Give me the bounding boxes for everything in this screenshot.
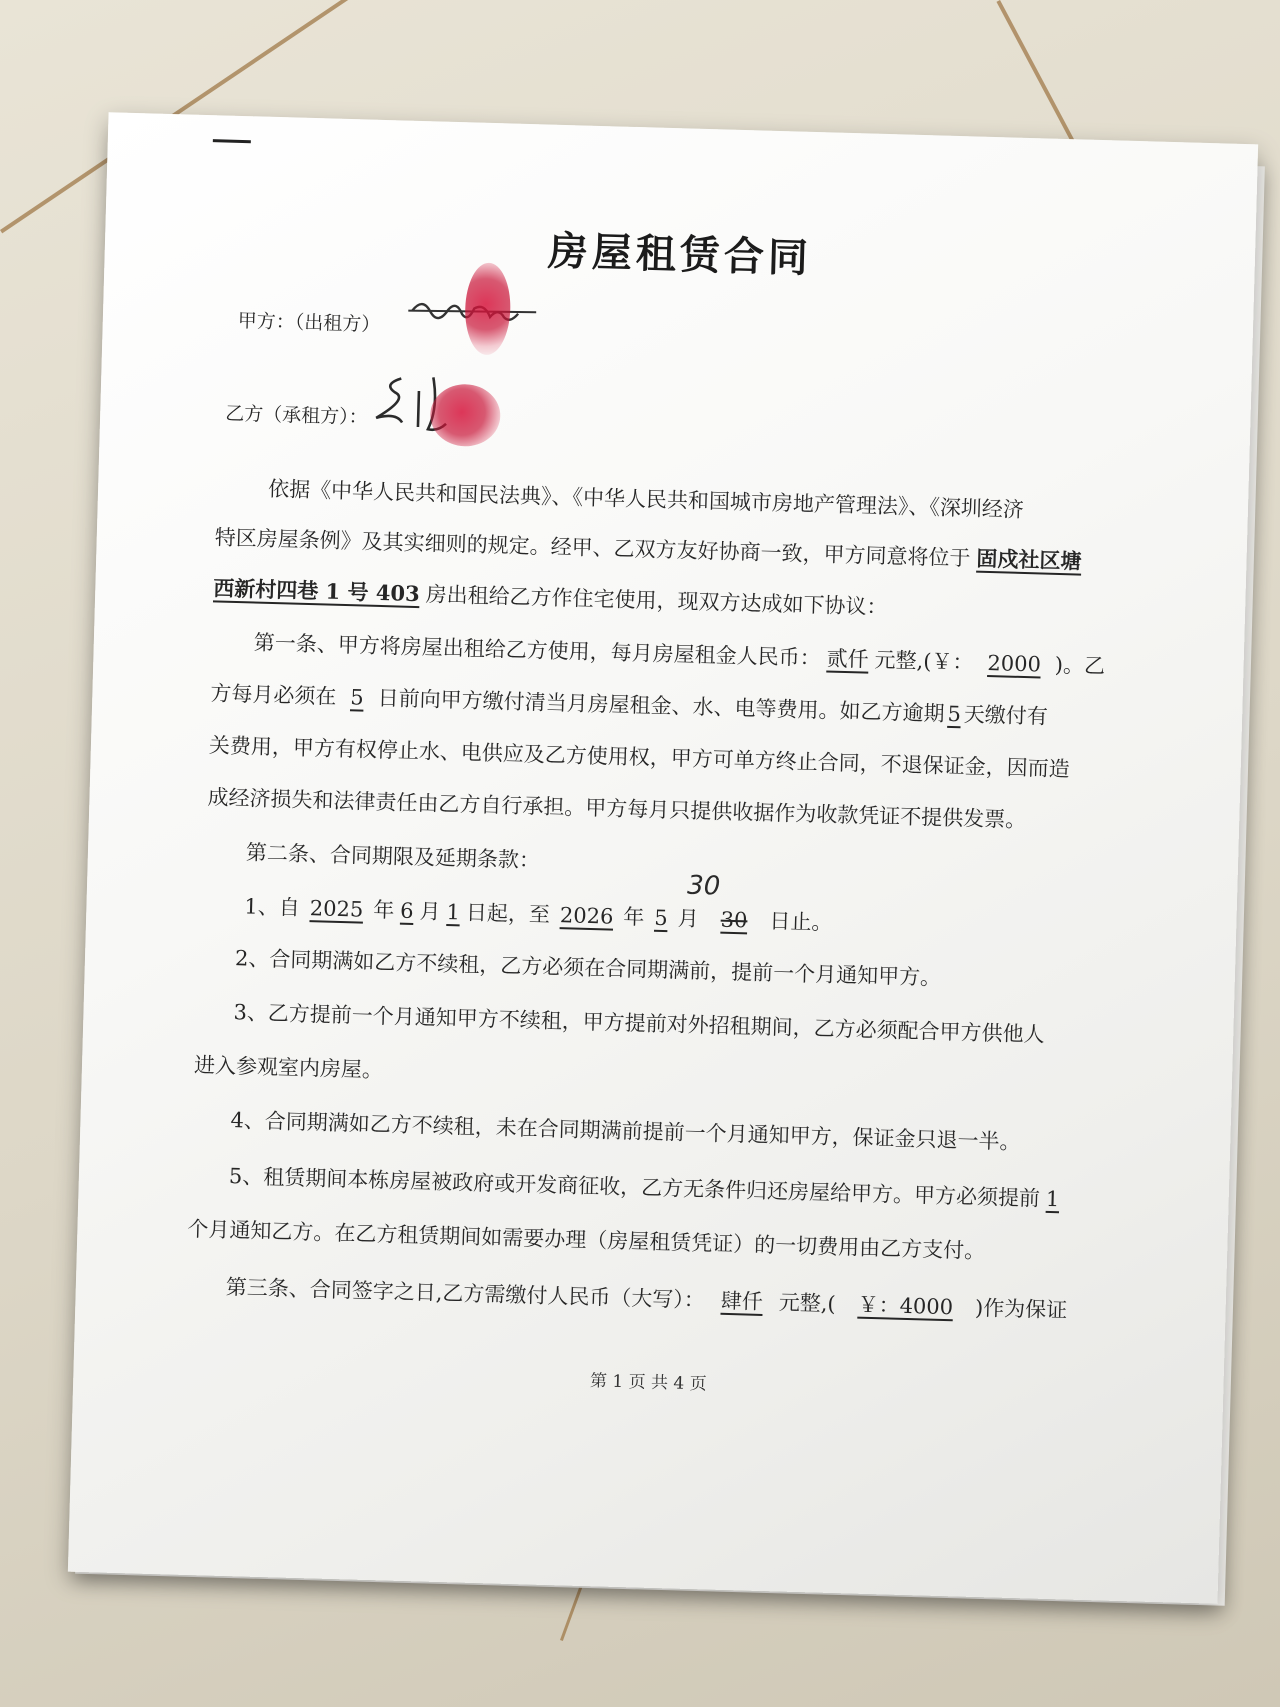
clause-3-line-2: 进入参观室内房屋。	[193, 1052, 384, 1083]
unit-month: 月	[677, 906, 700, 932]
start-day: 1	[446, 899, 461, 925]
unit-month: 月	[419, 899, 441, 924]
notice-months: 1	[1045, 1186, 1060, 1212]
top-dash-mark	[213, 139, 251, 143]
party-a-signature	[109, 112, 1259, 144]
party-b-label: 乙方（承租方）：	[224, 402, 369, 429]
article-1-text: 第一条、甲方将房屋出租给乙方使用，每月房屋租金人民币：	[253, 630, 821, 671]
date-end-text: 日止。	[769, 909, 833, 935]
address-part-2: 西新村四巷 1 号 403	[213, 575, 421, 607]
contract-page	[68, 112, 1258, 1604]
date-connector: 日起，至	[465, 900, 551, 927]
intro-line-3	[213, 572, 888, 621]
address-part-1: 固戍社区塘	[976, 545, 1082, 574]
deposit-amount: ￥：4000	[857, 1292, 954, 1320]
article-1-text: 天缴付有	[963, 702, 1049, 729]
end-day: 30	[720, 907, 748, 933]
clause-2: 2、合同期满如乙方不续租，乙方必须在合同期满前，提前一个月通知甲方。	[234, 946, 942, 990]
start-month: 6	[399, 898, 414, 924]
article-1-line-3: 关费用，甲方有权停止水、电供应及乙方使用权，甲方可单方终止合同，不退保证金，因而造	[208, 733, 1070, 782]
clause-number: 1、自	[244, 894, 301, 920]
article-1-line-4: 成经济损失和法律责任由乙方自行承担。甲方每月只提供收据作为收款凭证不提供发票。	[207, 785, 1027, 833]
article-2-heading: 第二条、合同期限及延期条款：	[245, 840, 541, 873]
article-1-line-1	[253, 626, 1105, 680]
article-3-text: 元整,(	[778, 1290, 837, 1316]
end-year: 2026	[559, 903, 614, 929]
party-b-signature	[109, 112, 1259, 144]
article-3-text: 第三条、合同签字之日,乙方需缴付人民币（大写）：	[225, 1274, 706, 1313]
article-1-text: 元整,(￥：	[874, 647, 974, 675]
clause-3-line-1: 3、乙方提前一个月通知甲方不续租，甲方提前对外招租期间，乙方必须配合甲方供他人	[233, 1000, 1045, 1047]
intro-line-2	[214, 521, 1087, 575]
term-dates-line	[244, 890, 833, 936]
page-number: 第 1 页 共 4 页	[589, 1371, 707, 1395]
article-3-line-1	[225, 1271, 1067, 1324]
start-year: 2025	[309, 896, 364, 922]
article-1-text: 日前向甲方缴付清当月房屋租金、水、电等费用。如乙方逾期	[377, 685, 945, 726]
article-1-line-2	[210, 677, 1048, 730]
deposit-words: 肆仟	[720, 1288, 764, 1314]
rent-amount: 2000	[987, 650, 1042, 677]
handwritten-correction: 30	[686, 870, 721, 902]
intro-line-1: 依据《中华人民共和国民法典》、《中华人民共和国城市房地产管理法》、《深圳经济	[267, 476, 1025, 522]
clause-5-line-2: 个月通知乙方。在乙方租赁期间如需要办理（房屋租赁凭证）的一切费用由乙方支付。	[187, 1216, 986, 1264]
contract-title: 房屋租赁合同	[547, 227, 813, 282]
late-days: 5	[947, 701, 962, 727]
party-a-label: 甲方：（出租方）	[237, 309, 381, 336]
end-month: 5	[654, 905, 669, 931]
article-1-text: 方每月必须在	[210, 681, 337, 709]
due-day: 5	[350, 685, 365, 710]
unit-year: 年	[372, 897, 395, 923]
intro-text: 房出租给乙方作住宅使用，现双方达成如下协议：	[425, 582, 888, 620]
article-1-text: )。乙	[1054, 652, 1106, 679]
unit-year: 年	[623, 904, 645, 930]
party-b-fingerprint	[429, 383, 501, 447]
article-3-text: )作为保证	[974, 1295, 1068, 1323]
rent-amount-words: 贰仟	[826, 646, 869, 672]
clause-5-line-1	[229, 1160, 1066, 1213]
clause-4: 4、合同期满如乙方不续租，未在合同期满前提前一个月通知甲方，保证金只退一半。	[230, 1108, 1021, 1155]
party-a-fingerprint	[464, 262, 512, 355]
intro-text: 特区房屋条例》及其实细则的规定。经甲、乙双方友好协商一致，甲方同意将位于	[214, 525, 971, 571]
clause-5-text: 5、租赁期间本栋房屋被政府或开发商征收，乙方无条件归还房屋给甲方。甲方必须提前	[228, 1164, 1041, 1211]
